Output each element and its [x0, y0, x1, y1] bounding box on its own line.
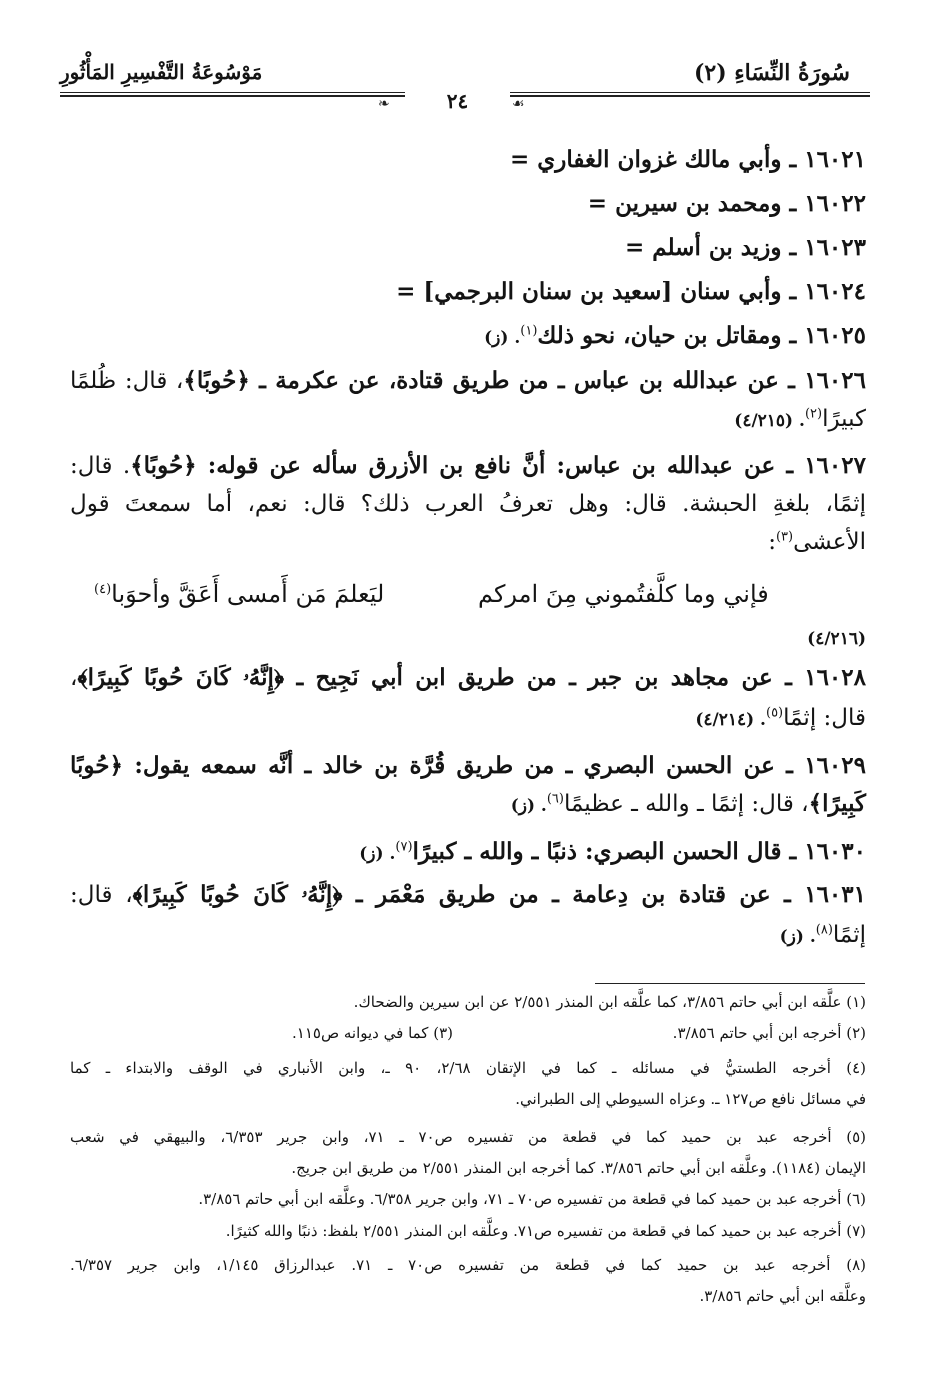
entry-text: ١٦٠٢٩ ـ عن الحسن البصري ـ من طريق قُرَّة بن خالد ـ أنَّه سمعه يقول:	[123, 752, 866, 779]
reference: . (٤/٢١٤)	[695, 710, 766, 730]
entry-16029-line2	[511, 789, 866, 821]
footnote-8-line1: (٨) أخرجه عبد بن حميد كما في قطعة من تفسيره ص٧٠ ـ ٧١. عبدالرزاق ١/١٤٥، وابن جرير ٦/٣٥٧.	[70, 1256, 866, 1274]
entry-16031-line2	[780, 920, 866, 952]
entry-text: إثمًا	[832, 922, 866, 948]
entry-16023: ١٦٠٢٣ ـ وزيد بن أسلم =	[624, 234, 866, 261]
entry-16027-line3	[768, 527, 866, 557]
entry-16027-line1	[70, 451, 866, 481]
reference: . (ز)	[359, 844, 396, 864]
reference: . (ز)	[779, 927, 816, 947]
footnote-5-line1: (٥) أخرجه عبد بن حميد كما في قطعة من تفسيره ص٧٠ ـ ٧١، وابن جرير ٦/٣٥٣، والبيهقي في شعب	[70, 1128, 866, 1146]
reference: . (٤/٢١٥)	[734, 411, 805, 431]
entry-text: ١٦٠٣٠ ـ قال الحسن البصري: ذنبًا ـ والله ـ كبيرًا	[412, 838, 866, 865]
footnote-2: (٢) أخرجه ابن أبي حاتم ٣/٨٥٦.	[672, 1024, 866, 1042]
reference: . (ز)	[510, 796, 547, 816]
entry-16026-line1	[70, 366, 866, 396]
poem-second-hemistich	[94, 578, 384, 610]
entry-text: . قال:	[70, 453, 131, 479]
footnote-mark: (٥)	[765, 705, 784, 721]
entry-16026-line2	[734, 404, 866, 436]
poem-first-hemistich: فإني وما كلَّفتُموني مِنَ امركم	[478, 580, 769, 608]
surah-header: سُورَةُ النِّسَاءِ (٢)	[693, 60, 850, 86]
footnote-mark: (٤)	[94, 582, 112, 597]
entry-16024: ١٦٠٢٤ ـ وأبي سنان [سعيد بن سنان البرجمي] =	[396, 278, 866, 305]
entry-16027-line2: إثمًا، بلغةِ الحبشة. قال: وهل تعرفُ العرب ذلك؟ قال: نعم، أما سمعتَ قول	[70, 491, 866, 517]
footnote-mark: (٣)	[775, 529, 794, 545]
entry-text: ١٦٠٢٥ ـ ومقاتل بن حيان، نحو ذلك	[537, 322, 866, 349]
entry-text: ، قال: ظُلمًا	[70, 368, 184, 394]
ornament-left-icon: ❧	[378, 96, 390, 112]
quran-quote: ﴿حُوبًا	[70, 752, 123, 779]
ornament-right-icon: ☙	[512, 96, 525, 112]
entry-text: ١٦٠٢٦ ـ عن عبدالله بن عباس ـ من طريق قتادة، عن عكرمة ـ	[249, 367, 866, 394]
entry-16028-line2	[695, 703, 866, 735]
entry-text: ١٦٠٢٧ ـ عن عبدالله بن عباس: أنَّ نافع بن الأزرق سأله عن قوله:	[196, 452, 866, 479]
entry-text: :	[768, 529, 776, 555]
entry-text: قال: إثمًا	[783, 705, 866, 731]
entry-16029-line1	[70, 751, 866, 781]
quran-quote: ﴿إِنَّهُۥ كَانَ حُوبًا كَبِيرًا﴾	[132, 881, 343, 908]
entry-16028-line1	[70, 663, 866, 693]
poem-text: ليَعلمَ مَن أَمسى أَعَقَّ وأحوَبا	[111, 580, 385, 608]
entry-text: ١٦٠٢٨ ـ عن مجاهد بن جبر ـ من طريق ابن أبي نَجِيح ـ	[284, 664, 866, 691]
reference: . (ز)	[484, 328, 521, 348]
footnote-mark: (٢)	[804, 406, 823, 422]
footnote-mark: (٧)	[395, 839, 413, 855]
quran-quote: ﴿حُوبًا﴾	[183, 367, 250, 394]
footnote-mark: (١)	[520, 323, 538, 339]
quran-quote: ﴿حُوبًا﴾	[130, 452, 197, 479]
footnote-7: (٧) أخرجه عبد بن حميد كما في قطعة من تفسيره ص٧١. وعلَّقه ابن المنذر ٢/٥٥١ بلفظ: ذنبًا والله كثيرًا.	[225, 1222, 866, 1240]
entry-16022: ١٦٠٢٢ ـ ومحمد بن سيرين =	[587, 190, 866, 217]
footnote-separator	[595, 983, 865, 984]
footnote-8-line2: وعلَّقه ابن أبي حاتم ٣/٨٥٦.	[699, 1287, 866, 1305]
entry-16031-line1	[70, 880, 866, 910]
entry-text: ،	[70, 665, 78, 691]
quran-quote: ﴿إِنَّهُۥ كَانَ حُوبًا كَبِيرًا﴾	[77, 664, 285, 691]
footnote-6: (٦) أخرجه عبد بن حميد كما في قطعة من تفسيره ص٧٠ ـ ٧١، وابن جرير ٦/٣٥٨. وعلَّقه ابن أبي حاتم ٣/٨٥٦.	[198, 1190, 866, 1208]
entry-text: الأعشى	[793, 529, 866, 555]
footnote-5-line2: الإيمان (١١٨٤). وعلَّقه ابن أبي حاتم ٣/٨٥٦. كما أخرجه ابن المنذر ٢/٥٥١ من طريق ابن جريج.	[291, 1159, 866, 1177]
footnote-1: (١) علَّقه ابن أبي حاتم ٣/٨٥٦، كما علَّقه ابن المنذر ٢/٥٥١ عن ابن سيرين والضحاك.	[353, 993, 866, 1011]
entry-text: ١٦٠٣١ ـ عن قتادة بن دِعامة ـ من طريق مَعْمَر ـ	[342, 881, 866, 908]
page-number: ٢٤	[405, 87, 510, 115]
entry-16030	[359, 837, 866, 869]
entry-16025	[484, 321, 866, 353]
entry-text: كبيرًا	[822, 406, 866, 432]
footnote-4-line2: في مسائل نافع ص١٢٧ ـ. وعزاه السيوطي إلى الطبراني.	[515, 1090, 866, 1108]
reference: (٤/٢١٦)	[807, 629, 866, 649]
entry-text: ، قال:	[70, 882, 133, 908]
footnote-mark: (٨)	[815, 922, 833, 938]
entry-16021: ١٦٠٢١ ـ وأبي مالك غزوان الغفاري =	[510, 146, 866, 173]
quran-quote: كَبِيرًا﴾	[808, 790, 866, 817]
footnote-mark: (٦)	[546, 791, 564, 807]
entry-text: ، قال: إثمًا ـ والله ـ عظيمًا	[563, 791, 809, 817]
footnote-4-line1: (٤) أخرجه الطستيُّ في مسائله ـ كما في الإتقان ٢/٦٨، ٩٠ ـ، وابن الأنباري في الوقف والابتداء ـ كما	[70, 1059, 867, 1077]
footnote-3: (٣) كما في ديوانه ص١١٥.	[292, 1024, 453, 1042]
book-title-header: مَوْسُوعَةُ التَّفْسِيرِ المَأْثُورِ	[60, 60, 263, 84]
